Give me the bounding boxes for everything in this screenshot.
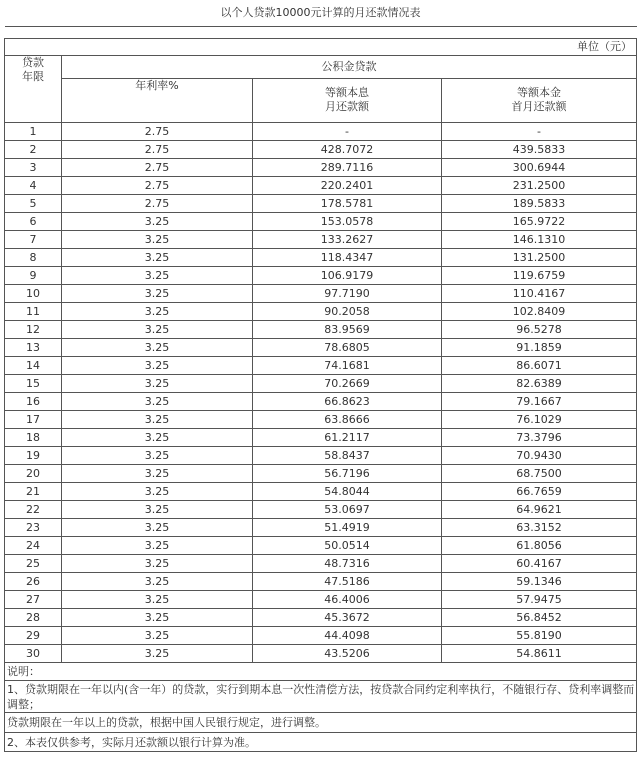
cell-rate: 2.75 bbox=[62, 141, 253, 159]
cell-equal-interest: 133.2627 bbox=[253, 231, 442, 249]
unit-label: 单位（元） bbox=[5, 39, 637, 56]
cell-year: 28 bbox=[5, 609, 62, 627]
cell-year: 16 bbox=[5, 393, 62, 411]
header-term bbox=[5, 56, 62, 123]
cell-rate: 3.25 bbox=[62, 447, 253, 465]
cell-equal-interest: 43.5206 bbox=[253, 645, 442, 663]
cell-equal-principal: 60.4167 bbox=[442, 555, 637, 573]
table-row bbox=[5, 159, 637, 177]
cell-equal-principal: 96.5278 bbox=[442, 321, 637, 339]
table-row bbox=[5, 231, 637, 249]
table-row bbox=[5, 339, 637, 357]
cell-rate: 3.25 bbox=[62, 627, 253, 645]
cell-equal-principal: 66.7659 bbox=[442, 483, 637, 501]
spacer-row bbox=[5, 27, 637, 39]
cell-rate: 3.25 bbox=[62, 645, 253, 663]
cell-equal-principal: 54.8611 bbox=[442, 645, 637, 663]
table-row bbox=[5, 195, 637, 213]
header-equal-interest-line2: 月还款额 bbox=[325, 100, 369, 114]
cell-equal-principal: - bbox=[442, 123, 637, 141]
cell-equal-principal: 55.8190 bbox=[442, 627, 637, 645]
header-equal-principal-line2: 首月还款额 bbox=[511, 100, 567, 114]
table-row bbox=[5, 501, 637, 519]
cell-rate: 2.75 bbox=[62, 195, 253, 213]
table-row bbox=[5, 267, 637, 285]
cell-equal-principal: 189.5833 bbox=[442, 195, 637, 213]
cell-equal-interest: 178.5781 bbox=[253, 195, 442, 213]
cell-equal-principal: 57.9475 bbox=[442, 591, 637, 609]
cell-rate: 3.25 bbox=[62, 429, 253, 447]
cell-equal-interest: 70.2669 bbox=[253, 375, 442, 393]
table-row bbox=[5, 123, 637, 141]
cell-year: 21 bbox=[5, 483, 62, 501]
cell-rate: 3.25 bbox=[62, 465, 253, 483]
cell-rate: 3.25 bbox=[62, 213, 253, 231]
cell-rate: 3.25 bbox=[62, 375, 253, 393]
cell-year: 14 bbox=[5, 357, 62, 375]
cell-year: 18 bbox=[5, 429, 62, 447]
cell-equal-principal: 439.5833 bbox=[442, 141, 637, 159]
table-row bbox=[5, 249, 637, 267]
cell-year: 11 bbox=[5, 303, 62, 321]
cell-equal-interest: 44.4098 bbox=[253, 627, 442, 645]
note-1b: 贷款期限在一年以上的贷款，根据中国人民银行规定，进行调整。 bbox=[5, 713, 637, 733]
table-row bbox=[5, 483, 637, 501]
note-1: 1、贷款期限在一年以内(含一年）的贷款，实行到期本息一次性清偿方法，按贷款合同约定利率执行，不随银行存、贷利率调整而调整； bbox=[5, 681, 637, 713]
cell-equal-principal: 131.2500 bbox=[442, 249, 637, 267]
table-row bbox=[5, 627, 637, 645]
cell-year: 29 bbox=[5, 627, 62, 645]
cell-year: 9 bbox=[5, 267, 62, 285]
cell-rate: 3.25 bbox=[62, 267, 253, 285]
cell-rate: 3.25 bbox=[62, 231, 253, 249]
cell-year: 22 bbox=[5, 501, 62, 519]
cell-equal-interest: 45.3672 bbox=[253, 609, 442, 627]
cell-equal-interest: 289.7116 bbox=[253, 159, 442, 177]
table-title: 以个人贷款10000元计算的月还款情况表 bbox=[5, 0, 637, 27]
cell-equal-principal: 61.8056 bbox=[442, 537, 637, 555]
cell-year: 24 bbox=[5, 537, 62, 555]
cell-equal-principal: 91.1859 bbox=[442, 339, 637, 357]
table-row bbox=[5, 213, 637, 231]
table-row bbox=[5, 411, 637, 429]
table-row bbox=[5, 609, 637, 627]
cell-equal-principal: 63.3152 bbox=[442, 519, 637, 537]
cell-year: 12 bbox=[5, 321, 62, 339]
cell-rate: 3.25 bbox=[62, 285, 253, 303]
cell-year: 4 bbox=[5, 177, 62, 195]
cell-equal-principal: 56.8452 bbox=[442, 609, 637, 627]
cell-equal-interest: 46.4006 bbox=[253, 591, 442, 609]
table-row bbox=[5, 447, 637, 465]
cell-year: 17 bbox=[5, 411, 62, 429]
cell-equal-interest: 428.7072 bbox=[253, 141, 442, 159]
cell-year: 15 bbox=[5, 375, 62, 393]
cell-equal-interest: 106.9179 bbox=[253, 267, 442, 285]
cell-year: 19 bbox=[5, 447, 62, 465]
cell-year: 20 bbox=[5, 465, 62, 483]
page bbox=[4, 0, 636, 752]
cell-year: 5 bbox=[5, 195, 62, 213]
cell-equal-interest: 90.2058 bbox=[253, 303, 442, 321]
cell-rate: 3.25 bbox=[62, 411, 253, 429]
table-row bbox=[5, 645, 637, 663]
cell-equal-interest: 83.9569 bbox=[253, 321, 442, 339]
cell-year: 2 bbox=[5, 141, 62, 159]
cell-year: 25 bbox=[5, 555, 62, 573]
cell-equal-interest: 54.8044 bbox=[253, 483, 442, 501]
cell-year: 3 bbox=[5, 159, 62, 177]
cell-rate: 3.25 bbox=[62, 519, 253, 537]
table-row bbox=[5, 465, 637, 483]
cell-equal-principal: 82.6389 bbox=[442, 375, 637, 393]
header-term-line1: 贷款 bbox=[22, 56, 44, 69]
header-equal-principal bbox=[442, 78, 637, 122]
header-equal-interest bbox=[253, 78, 442, 122]
cell-equal-interest: 47.5186 bbox=[253, 573, 442, 591]
cell-equal-principal: 76.1029 bbox=[442, 411, 637, 429]
cell-year: 13 bbox=[5, 339, 62, 357]
cell-rate: 3.25 bbox=[62, 591, 253, 609]
cell-equal-interest: 66.8623 bbox=[253, 393, 442, 411]
cell-equal-principal: 59.1346 bbox=[442, 573, 637, 591]
cell-rate: 3.25 bbox=[62, 609, 253, 627]
table-row bbox=[5, 177, 637, 195]
cell-year: 1 bbox=[5, 123, 62, 141]
cell-year: 30 bbox=[5, 645, 62, 663]
table-row bbox=[5, 303, 637, 321]
cell-equal-interest: 56.7196 bbox=[253, 465, 442, 483]
header-equal-principal-line1: 等额本金 bbox=[517, 86, 561, 100]
table-row bbox=[5, 519, 637, 537]
table-row bbox=[5, 573, 637, 591]
cell-equal-interest: 118.4347 bbox=[253, 249, 442, 267]
cell-rate: 3.25 bbox=[62, 321, 253, 339]
cell-equal-interest: 74.1681 bbox=[253, 357, 442, 375]
table-row bbox=[5, 393, 637, 411]
header-group: 公积金贷款 bbox=[62, 56, 637, 79]
cell-equal-interest: 58.8437 bbox=[253, 447, 442, 465]
cell-rate: 2.75 bbox=[62, 177, 253, 195]
cell-equal-interest: 220.2401 bbox=[253, 177, 442, 195]
table-body bbox=[5, 123, 637, 663]
table-row bbox=[5, 537, 637, 555]
cell-rate: 3.25 bbox=[62, 501, 253, 519]
cell-equal-interest: 48.7316 bbox=[253, 555, 442, 573]
cell-year: 6 bbox=[5, 213, 62, 231]
cell-rate: 3.25 bbox=[62, 483, 253, 501]
cell-rate: 2.75 bbox=[62, 159, 253, 177]
cell-equal-interest: 97.7190 bbox=[253, 285, 442, 303]
table-row bbox=[5, 591, 637, 609]
cell-equal-interest: 53.0697 bbox=[253, 501, 442, 519]
table-row bbox=[5, 357, 637, 375]
header-term-line2: 年限 bbox=[22, 70, 44, 83]
header-equal-interest-line1: 等额本息 bbox=[325, 86, 369, 100]
cell-year: 23 bbox=[5, 519, 62, 537]
cell-year: 8 bbox=[5, 249, 62, 267]
note-2: 2、本表仅供参考，实际月还款额以银行计算为准。 bbox=[5, 733, 637, 752]
table-row bbox=[5, 555, 637, 573]
cell-rate: 3.25 bbox=[62, 393, 253, 411]
cell-rate: 3.25 bbox=[62, 303, 253, 321]
cell-year: 27 bbox=[5, 591, 62, 609]
cell-equal-principal: 146.1310 bbox=[442, 231, 637, 249]
cell-rate: 3.25 bbox=[62, 249, 253, 267]
cell-equal-principal: 165.9722 bbox=[442, 213, 637, 231]
cell-equal-interest: - bbox=[253, 123, 442, 141]
cell-equal-interest: 153.0578 bbox=[253, 213, 442, 231]
cell-rate: 2.75 bbox=[62, 123, 253, 141]
cell-equal-principal: 110.4167 bbox=[442, 285, 637, 303]
cell-year: 7 bbox=[5, 231, 62, 249]
cell-equal-principal: 231.2500 bbox=[442, 177, 637, 195]
table-row bbox=[5, 285, 637, 303]
cell-year: 26 bbox=[5, 573, 62, 591]
header-rate: 年利率% bbox=[62, 78, 253, 122]
cell-rate: 3.25 bbox=[62, 357, 253, 375]
cell-equal-interest: 78.6805 bbox=[253, 339, 442, 357]
cell-rate: 3.25 bbox=[62, 555, 253, 573]
table-row bbox=[5, 321, 637, 339]
notes-heading: 说明： bbox=[5, 663, 637, 681]
cell-equal-principal: 64.9621 bbox=[442, 501, 637, 519]
cell-equal-principal: 79.1667 bbox=[442, 393, 637, 411]
table-row bbox=[5, 141, 637, 159]
cell-equal-interest: 61.2117 bbox=[253, 429, 442, 447]
cell-equal-principal: 300.6944 bbox=[442, 159, 637, 177]
cell-equal-principal: 70.9430 bbox=[442, 447, 637, 465]
cell-equal-principal: 102.8409 bbox=[442, 303, 637, 321]
cell-equal-principal: 68.7500 bbox=[442, 465, 637, 483]
cell-rate: 3.25 bbox=[62, 339, 253, 357]
cell-rate: 3.25 bbox=[62, 537, 253, 555]
cell-equal-interest: 63.8666 bbox=[253, 411, 442, 429]
cell-equal-principal: 119.6759 bbox=[442, 267, 637, 285]
cell-equal-principal: 73.3796 bbox=[442, 429, 637, 447]
cell-year: 10 bbox=[5, 285, 62, 303]
cell-equal-interest: 50.0514 bbox=[253, 537, 442, 555]
cell-rate: 3.25 bbox=[62, 573, 253, 591]
table-row bbox=[5, 429, 637, 447]
repayment-table bbox=[4, 0, 637, 752]
cell-equal-interest: 51.4919 bbox=[253, 519, 442, 537]
table-row bbox=[5, 375, 637, 393]
cell-equal-principal: 86.6071 bbox=[442, 357, 637, 375]
